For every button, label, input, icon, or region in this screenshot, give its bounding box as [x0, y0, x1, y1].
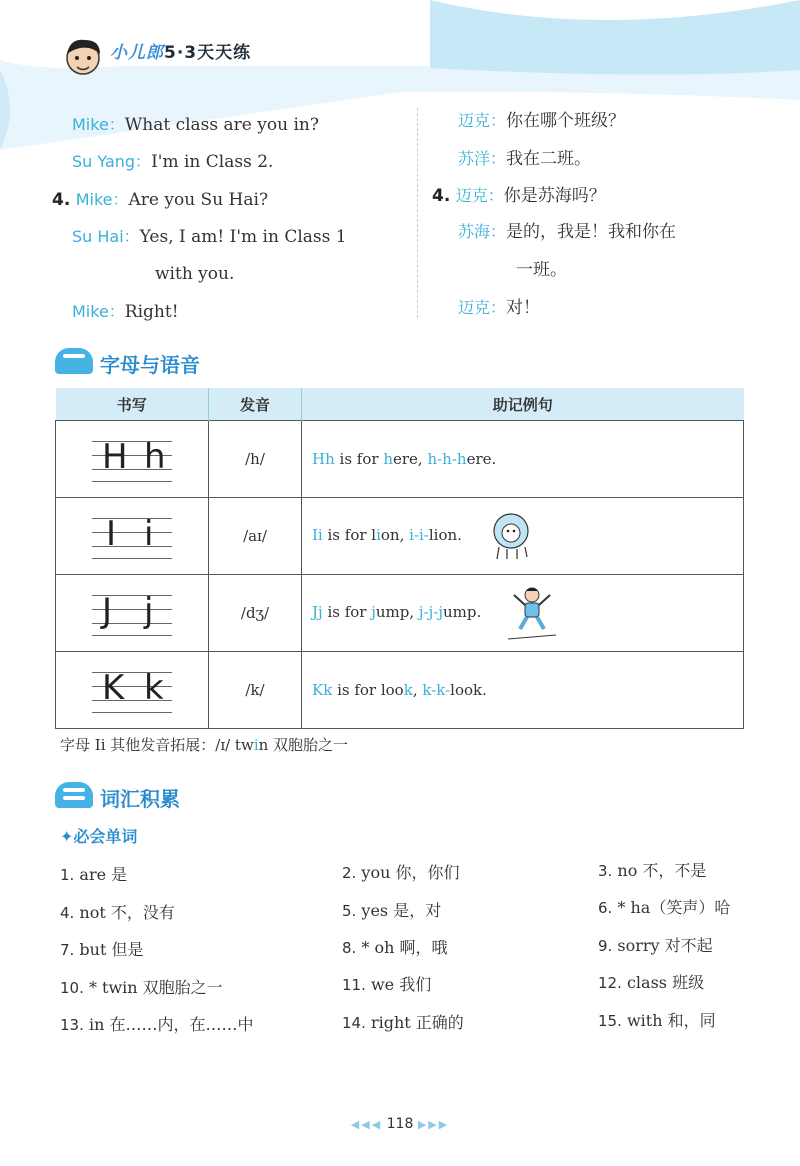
- phonetic-cell: /k/: [209, 652, 302, 729]
- item-number: 4.: [52, 190, 71, 210]
- ex-part: Ii: [312, 526, 323, 544]
- ex-part: look.: [450, 681, 487, 699]
- dialogue-line-cn-3: [432, 186, 606, 206]
- example-cell: [302, 498, 744, 575]
- ex-part: Jj: [312, 603, 323, 621]
- line-text: 你在哪个班级？: [506, 111, 626, 131]
- example-cell: [302, 575, 744, 652]
- vocab-word: class 班级: [626, 973, 705, 992]
- handwriting-lines: [92, 666, 172, 714]
- speaker: Mike：: [75, 190, 129, 209]
- ex-part: i-i-: [409, 526, 429, 544]
- vocab-number: 10.: [60, 979, 84, 997]
- ex-part: h: [383, 450, 393, 468]
- handwriting-lines: [92, 435, 172, 483]
- page-footer: [0, 1116, 800, 1132]
- vocab-item: [60, 862, 127, 885]
- line-text: with you.: [155, 264, 235, 284]
- table-row: [56, 421, 744, 498]
- vocab-number: 5.: [342, 902, 357, 920]
- vocab-word: with 和，同: [626, 1011, 716, 1030]
- phonetic-cell: /aɪ/: [209, 498, 302, 575]
- section-two-icon: [55, 782, 93, 808]
- ex-part: j: [371, 603, 376, 621]
- right-arrows-icon: ▶▶▶: [417, 1118, 450, 1131]
- vocab-item: [342, 1010, 464, 1033]
- vocab-item: [598, 1008, 716, 1031]
- vocab-item: [342, 972, 431, 995]
- handwriting-cell: [56, 498, 209, 575]
- line-text: I'm in Class 2.: [151, 152, 274, 172]
- item-number: 4.: [432, 186, 451, 206]
- table-row: [56, 652, 744, 729]
- vocab-item: [342, 898, 441, 921]
- ex-part: k: [403, 681, 413, 699]
- ex-part: k-k-: [422, 681, 451, 699]
- vocab-word: yes 是，对: [361, 901, 442, 920]
- handwriting-cell: [56, 652, 209, 729]
- lower-letter: i: [144, 514, 154, 554]
- table-header-row: [56, 388, 744, 421]
- vocab-number: 15.: [598, 1012, 622, 1030]
- column-header-writing: 书写: [56, 388, 209, 421]
- speaker: Mike：: [72, 115, 125, 134]
- vocab-item: [598, 858, 706, 881]
- dialogue-line-en-1: [72, 115, 319, 135]
- line-text: What class are you in?: [124, 115, 319, 135]
- speaker: 迈克：: [458, 298, 507, 317]
- vocab-number: 13.: [60, 1016, 84, 1034]
- vocab-item: [60, 975, 223, 998]
- vocab-word: sorry 对不起: [617, 936, 713, 955]
- speaker: 迈克：: [455, 186, 504, 205]
- lower-letter: h: [144, 437, 166, 477]
- dialogue-line-cn-1: [458, 111, 625, 131]
- dialogue-line-en-3: [52, 190, 268, 210]
- brand-text: 5·3天天练: [164, 43, 252, 63]
- dialogue-line-en-5: [155, 264, 234, 284]
- dialogue-line-cn-5: [516, 260, 567, 280]
- letters-table: [55, 388, 744, 729]
- ex-part: lion.: [428, 526, 462, 544]
- dialogue-line-cn-6: [458, 298, 540, 318]
- table-row: [56, 498, 744, 575]
- vocab-item: [60, 1012, 253, 1035]
- vocab-word: * ha（笑声）哈: [617, 898, 731, 917]
- ex-part: h-h-h: [427, 450, 467, 468]
- handwriting-lines: [92, 589, 172, 637]
- vocab-item: [598, 895, 730, 918]
- phonetic-cell: /dʒ/: [209, 575, 302, 652]
- dialogue-line-en-2: [72, 152, 273, 172]
- column-header-example: 助记例句: [302, 388, 744, 421]
- brand-title: [110, 38, 251, 63]
- ex-part: j-j-j: [418, 603, 444, 621]
- ex-part: ere,: [392, 450, 428, 468]
- ex-part: ump,: [375, 603, 419, 621]
- vocab-word: but 但是: [79, 940, 144, 959]
- vocab-item: [342, 935, 448, 958]
- vocab-number: 3.: [598, 862, 613, 880]
- vocab-item: [60, 900, 175, 923]
- vocab-word: right 正确的: [370, 1013, 464, 1032]
- ex-part: ,: [412, 681, 423, 699]
- vocab-word: you 你，你们: [361, 863, 460, 882]
- handwriting-cell: [56, 421, 209, 498]
- speaker: Su Yang：: [72, 152, 152, 171]
- lower-letter: j: [144, 591, 154, 631]
- note-part: 字母 Ii 其他发音拓展：/ɪ/ tw: [60, 736, 254, 754]
- dialogue-line-cn-4: [458, 222, 676, 242]
- left-arrows-icon: ◀◀◀: [350, 1118, 383, 1131]
- mascot-boy-icon: [60, 36, 106, 82]
- vocab-number: 7.: [60, 941, 75, 959]
- line-text: 一班。: [516, 260, 567, 280]
- upper-letter: J: [102, 591, 113, 631]
- vocab-item: [60, 937, 143, 960]
- ex-part: is for: [334, 450, 384, 468]
- column-divider: [417, 108, 418, 318]
- dialogue-line-en-6: [72, 302, 179, 322]
- handwriting-lines: [92, 512, 172, 560]
- vocab-item: [598, 933, 713, 956]
- vocab-number: 11.: [342, 976, 366, 994]
- line-text: Right!: [124, 302, 179, 322]
- ex-part: ump.: [443, 603, 482, 621]
- pronunciation-note: [60, 734, 348, 755]
- line-text: 你是苏海吗？: [503, 186, 606, 206]
- speaker: 苏洋：: [458, 149, 507, 168]
- page-number: 118: [386, 1116, 414, 1132]
- section-one-icon: [55, 348, 93, 374]
- vocab-number: 2.: [342, 864, 357, 882]
- ex-part: is for l: [322, 526, 377, 544]
- phonetic-cell: /h/: [209, 421, 302, 498]
- speaker: Su Hai：: [72, 227, 140, 246]
- upper-letter: I: [106, 514, 117, 554]
- brand-accent: 小儿郎: [110, 43, 164, 63]
- vocab-number: 4.: [60, 904, 75, 922]
- vocab-number: 6.: [598, 899, 613, 917]
- ex-part: Kk: [312, 681, 333, 699]
- lion-icon: [485, 511, 537, 561]
- subsection-title: ✦必会单词: [60, 827, 138, 846]
- vocab-number: 9.: [598, 937, 613, 955]
- vocab-word: * twin 双胞胎之一: [88, 978, 223, 997]
- ex-part: on,: [380, 526, 410, 544]
- dialogue-line-cn-2: [458, 149, 591, 169]
- line-text: Yes, I am! I'm in Class 1: [139, 227, 347, 247]
- vocab-number: 8.: [342, 939, 357, 957]
- speaker: 迈克：: [458, 111, 507, 130]
- vocab-word: not 不，没有: [79, 903, 175, 922]
- vocab-item: [598, 970, 704, 993]
- vocab-word: are 是: [79, 865, 128, 884]
- ex-part: i: [376, 526, 381, 544]
- note-part: n 双胞胎之一: [258, 736, 349, 754]
- line-text: 是的，我是！我和你在: [506, 222, 677, 242]
- vocab-number: 12.: [598, 974, 622, 992]
- speaker: 苏海：: [458, 222, 507, 241]
- upper-letter: H: [102, 437, 128, 477]
- jumping-boy-icon: [506, 583, 558, 643]
- line-text: 对！: [506, 298, 541, 318]
- example-cell: [302, 652, 744, 729]
- handwriting-cell: [56, 575, 209, 652]
- section-two-title: 词汇积累: [100, 787, 180, 811]
- vocab-number: 14.: [342, 1014, 366, 1032]
- vocab-word: in 在……内，在……中: [88, 1015, 254, 1034]
- vocab-word: no 不，不是: [617, 861, 707, 880]
- dialogue-line-en-4: [72, 227, 347, 247]
- ex-part: is for: [322, 603, 372, 621]
- speaker: Mike：: [72, 302, 125, 321]
- vocab-word: we 我们: [370, 975, 432, 994]
- upper-letter: K: [102, 668, 125, 708]
- vocab-word: * oh 啊，哦: [361, 938, 448, 957]
- column-header-pronunciation: 发音: [209, 388, 302, 421]
- ex-part: Hh: [312, 450, 335, 468]
- line-text: 我在二班。: [506, 149, 592, 169]
- table-row: [56, 575, 744, 652]
- lower-letter: k: [144, 668, 164, 708]
- note-part: i: [253, 736, 259, 754]
- ex-part: is for loo: [332, 681, 404, 699]
- vocab-item: [342, 860, 459, 883]
- line-text: Are you Su Hai?: [128, 190, 269, 210]
- section-one-title: 字母与语音: [100, 353, 200, 377]
- example-cell: [302, 421, 744, 498]
- vocab-number: 1.: [60, 866, 75, 884]
- ex-part: ere.: [466, 450, 497, 468]
